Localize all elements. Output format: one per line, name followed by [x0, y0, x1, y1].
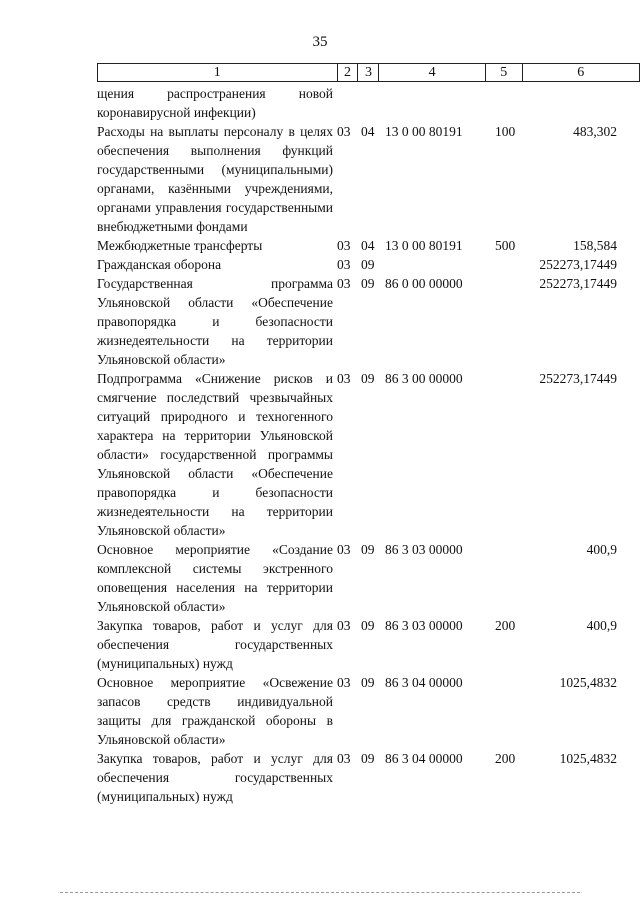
row-subsection: 09 [361, 542, 375, 557]
row-subsection: 09 [361, 751, 375, 766]
row-section: 03 [337, 542, 351, 557]
column-header-2: 2 [337, 64, 358, 82]
column-header-3: 3 [358, 64, 379, 82]
column-header-row [98, 64, 640, 82]
row-expense-type: 100 [495, 124, 516, 139]
row-section: 03 [337, 124, 351, 139]
column-header-4: 4 [379, 64, 485, 82]
row-amount: 252273,17449 [539, 371, 617, 386]
row-target-code: 13 0 00 80191 [385, 124, 463, 139]
row-section: 03 [337, 276, 351, 291]
row-amount: 252273,17449 [539, 257, 617, 272]
row-section: 03 [337, 238, 351, 253]
row-section: 03 [337, 675, 351, 690]
row-amount: 252273,17449 [539, 276, 617, 291]
row-expense-type: 200 [495, 751, 516, 766]
row-target-code: 86 3 04 00000 [385, 675, 463, 690]
row-description: Межбюджетные трансферты [97, 238, 263, 253]
row-subsection: 09 [361, 276, 375, 291]
row-target-code: 86 3 03 00000 [385, 542, 463, 557]
row-description: Подпрограмма «Снижение рисков и смягчение последствий чрезвычайных ситуаций природного и техногенного характера на территории Ульяновской области» государственной программы Ульяновской области «Обеспечение правопорядка и безопасности жизнедеятельности на территории Ульяновской области» [97, 371, 333, 538]
row-section: 03 [337, 257, 351, 272]
scan-edge-divider [60, 892, 580, 894]
row-subsection: 09 [361, 257, 375, 272]
column-header-6: 6 [522, 64, 639, 82]
budget-table-body [97, 84, 640, 806]
row-target-code: 86 3 03 00000 [385, 618, 463, 633]
column-header-table [97, 63, 640, 82]
table-row [97, 369, 640, 540]
row-description: Гражданская оборона [97, 257, 222, 272]
row-target-code: 86 3 04 00000 [385, 751, 463, 766]
row-description: Основное мероприятие «Создание комплексной системы экстренного оповещения населения на территории Ульяновской области» [97, 542, 333, 614]
table-row [97, 255, 640, 274]
row-description: Закупка товаров, работ и услуг для обеспечения государственных (муниципальных) нужд [97, 751, 333, 804]
row-amount: 158,584 [573, 238, 617, 253]
column-header-5: 5 [485, 64, 522, 82]
row-amount: 483,302 [573, 124, 617, 139]
row-section: 03 [337, 371, 351, 386]
table-row [97, 673, 640, 749]
table-row [97, 122, 640, 236]
table-row [97, 749, 640, 806]
row-description: Расходы на выплаты персоналу в целях обеспечения выполнения функций государственными (муниципальными) органами, казёнными учреждениями, органами управления государственными внебюджетными фондами [97, 124, 333, 234]
table-row [97, 84, 640, 122]
row-subsection: 04 [361, 124, 375, 139]
row-subsection: 09 [361, 675, 375, 690]
table-row [97, 274, 640, 369]
row-amount: 400,9 [586, 618, 617, 633]
page-number: 35 [312, 34, 328, 50]
row-description: Основное мероприятие «Освежение запасов средств индивидуальной защиты для гражданской обороны в Ульяновской области» [97, 675, 333, 747]
row-subsection: 09 [361, 618, 375, 633]
table-row [97, 540, 640, 616]
row-subsection: 04 [361, 238, 375, 253]
column-header-1: 1 [98, 64, 338, 82]
row-description: щения распространения новой коронавирусной инфекции) [97, 86, 333, 120]
row-description: Государственная программа Ульяновской области «Обеспечение правопорядка и безопасности жизнедеятельности на территории Ульяновской области» [97, 276, 333, 367]
row-amount: 1025,4832 [559, 675, 617, 690]
row-target-code: 86 0 00 00000 [385, 276, 463, 291]
table-row [97, 616, 640, 673]
row-amount: 400,9 [586, 542, 617, 557]
table-row [97, 236, 640, 255]
row-section: 03 [337, 751, 351, 766]
row-expense-type: 500 [495, 238, 516, 253]
row-expense-type: 200 [495, 618, 516, 633]
row-description: Закупка товаров, работ и услуг для обеспечения государственных (муниципальных) нужд [97, 618, 333, 671]
row-target-code: 13 0 00 80191 [385, 238, 463, 253]
row-target-code: 86 3 00 00000 [385, 371, 463, 386]
row-amount: 1025,4832 [559, 751, 617, 766]
row-section: 03 [337, 618, 351, 633]
row-subsection: 09 [361, 371, 375, 386]
